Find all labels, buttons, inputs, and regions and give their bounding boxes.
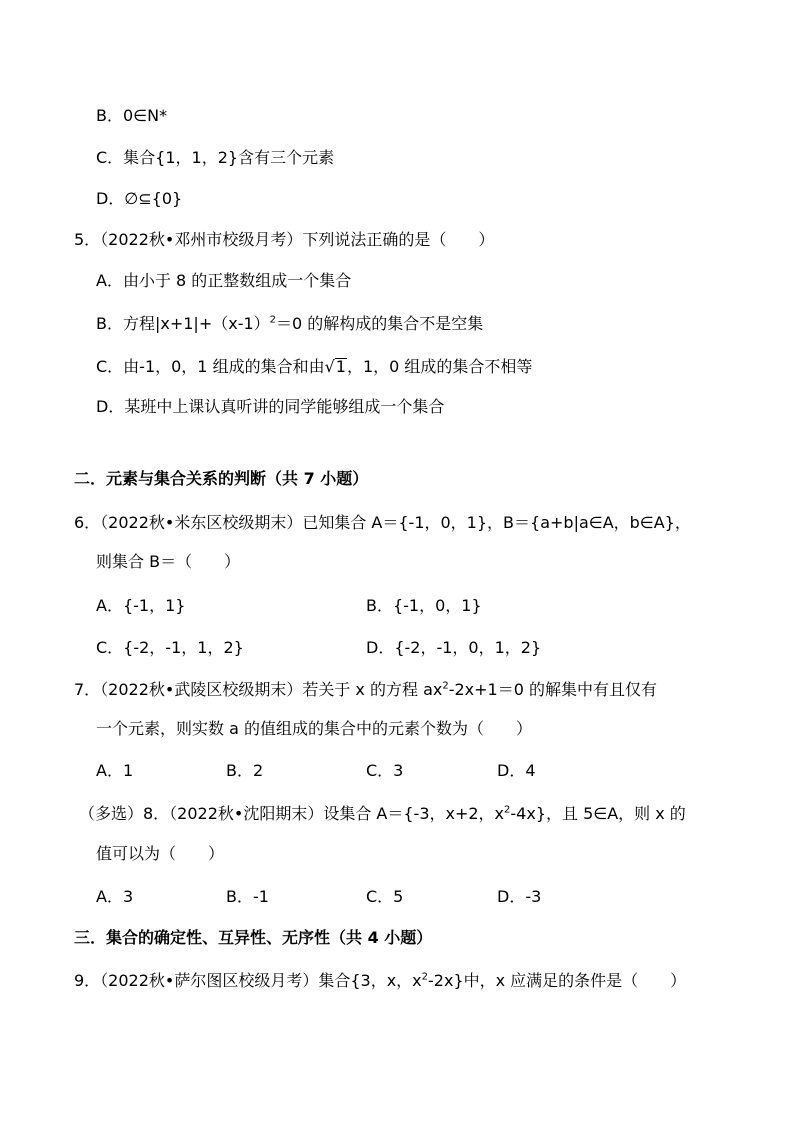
q5-option-c-post: ，1，0 组成的集合不相等 <box>346 357 533 376</box>
q5-option-c-pre: C．由-1，0，1 组成的集合和由 <box>96 357 325 376</box>
q7-option-a: A．1 <box>96 761 134 780</box>
section-3-heading: 三．集合的确定性、互异性、无序性（共 4 小题） <box>74 928 433 947</box>
q9-stem-pre: 9．（2022秋•萨尔图区校级月考）集合{3，x，x <box>74 971 422 990</box>
q7-option-d: D．4 <box>497 761 536 780</box>
q5-option-d: D．某班中上课认真听讲的同学能够组成一个集合 <box>96 397 445 416</box>
q6-option-d: D．{-2，-1，0，1，2} <box>366 638 542 657</box>
q6-stem-line2: 则集合 B＝（ ） <box>96 552 241 571</box>
q4-option-c: C．集合{1，1，2}含有三个元素 <box>96 148 335 167</box>
q7-exponent: 2 <box>442 680 449 692</box>
q8-option-d: D．-3 <box>497 887 542 906</box>
q8-stem-line1 <box>79 803 686 825</box>
q7-option-b: B．2 <box>226 761 264 780</box>
sqrt-symbol: √ <box>324 357 335 376</box>
q7-stem-post: -2x+1＝0 的解集中有且仅有 <box>448 680 657 699</box>
q8-option-a: A．3 <box>96 887 134 906</box>
q5-stem: 5．（2022秋•邓州市校级月考）下列说法正确的是（ ） <box>74 230 495 249</box>
q9-stem-post: -2x}中，x 应满足的条件是（ ） <box>428 971 687 990</box>
q8-stem-post: -4x}，且 5∈A，则 x 的 <box>510 804 686 823</box>
q7-stem-line2: 一个元素，则实数 a 的值组成的集合中的元素个数为（ ） <box>96 719 532 738</box>
q6-option-a: A．{-1，1} <box>96 596 186 615</box>
q5-option-c <box>96 356 532 378</box>
q8-stem-pre: （多选）8．（2022秋•沈阳期末）设集合 A＝{-3，x+2，x <box>79 804 505 823</box>
q6-option-c: C．{-2，-1，1，2} <box>96 638 244 657</box>
q8-stem-line2: 值可以为（ ） <box>96 844 225 863</box>
q5-option-b-pre: B．方程|x+1|+（x-1） <box>96 314 270 333</box>
q9-exponent: 2 <box>421 971 429 983</box>
section-2-heading: 二．元素与集合关系的判断（共 7 小题） <box>74 469 369 488</box>
q5-option-b-exponent: 2 <box>269 314 277 326</box>
q5-option-a: A．由小于 8 的正整数组成一个集合 <box>96 271 352 290</box>
q8-option-c: C．5 <box>366 887 404 906</box>
q8-exponent: 2 <box>504 804 511 816</box>
q4-option-d: D．∅⊆{0} <box>96 189 183 208</box>
q9-stem <box>74 970 686 992</box>
q7-stem-pre: 7．（2022秋•武陵区校级期末）若关于 x 的方程 ax <box>74 680 443 699</box>
q5-option-b <box>96 313 483 335</box>
q7-option-c: C．3 <box>366 761 404 780</box>
q8-option-b: B．-1 <box>226 887 269 906</box>
q5-option-b-post: ＝0 的解构成的集合不是空集 <box>276 314 484 333</box>
q6-stem-line1: 6．（2022秋•米东区校级期末）已知集合 A＝{-1，0，1}，B＝{a+b|a∈A，b∈A}， <box>74 513 691 532</box>
q6-option-b: B．{-1，0，1} <box>366 596 482 615</box>
q5-option-c-radicand: 1 <box>335 357 346 376</box>
q4-option-b: B．0∈N* <box>96 106 168 125</box>
q7-stem-line1 <box>74 679 657 701</box>
